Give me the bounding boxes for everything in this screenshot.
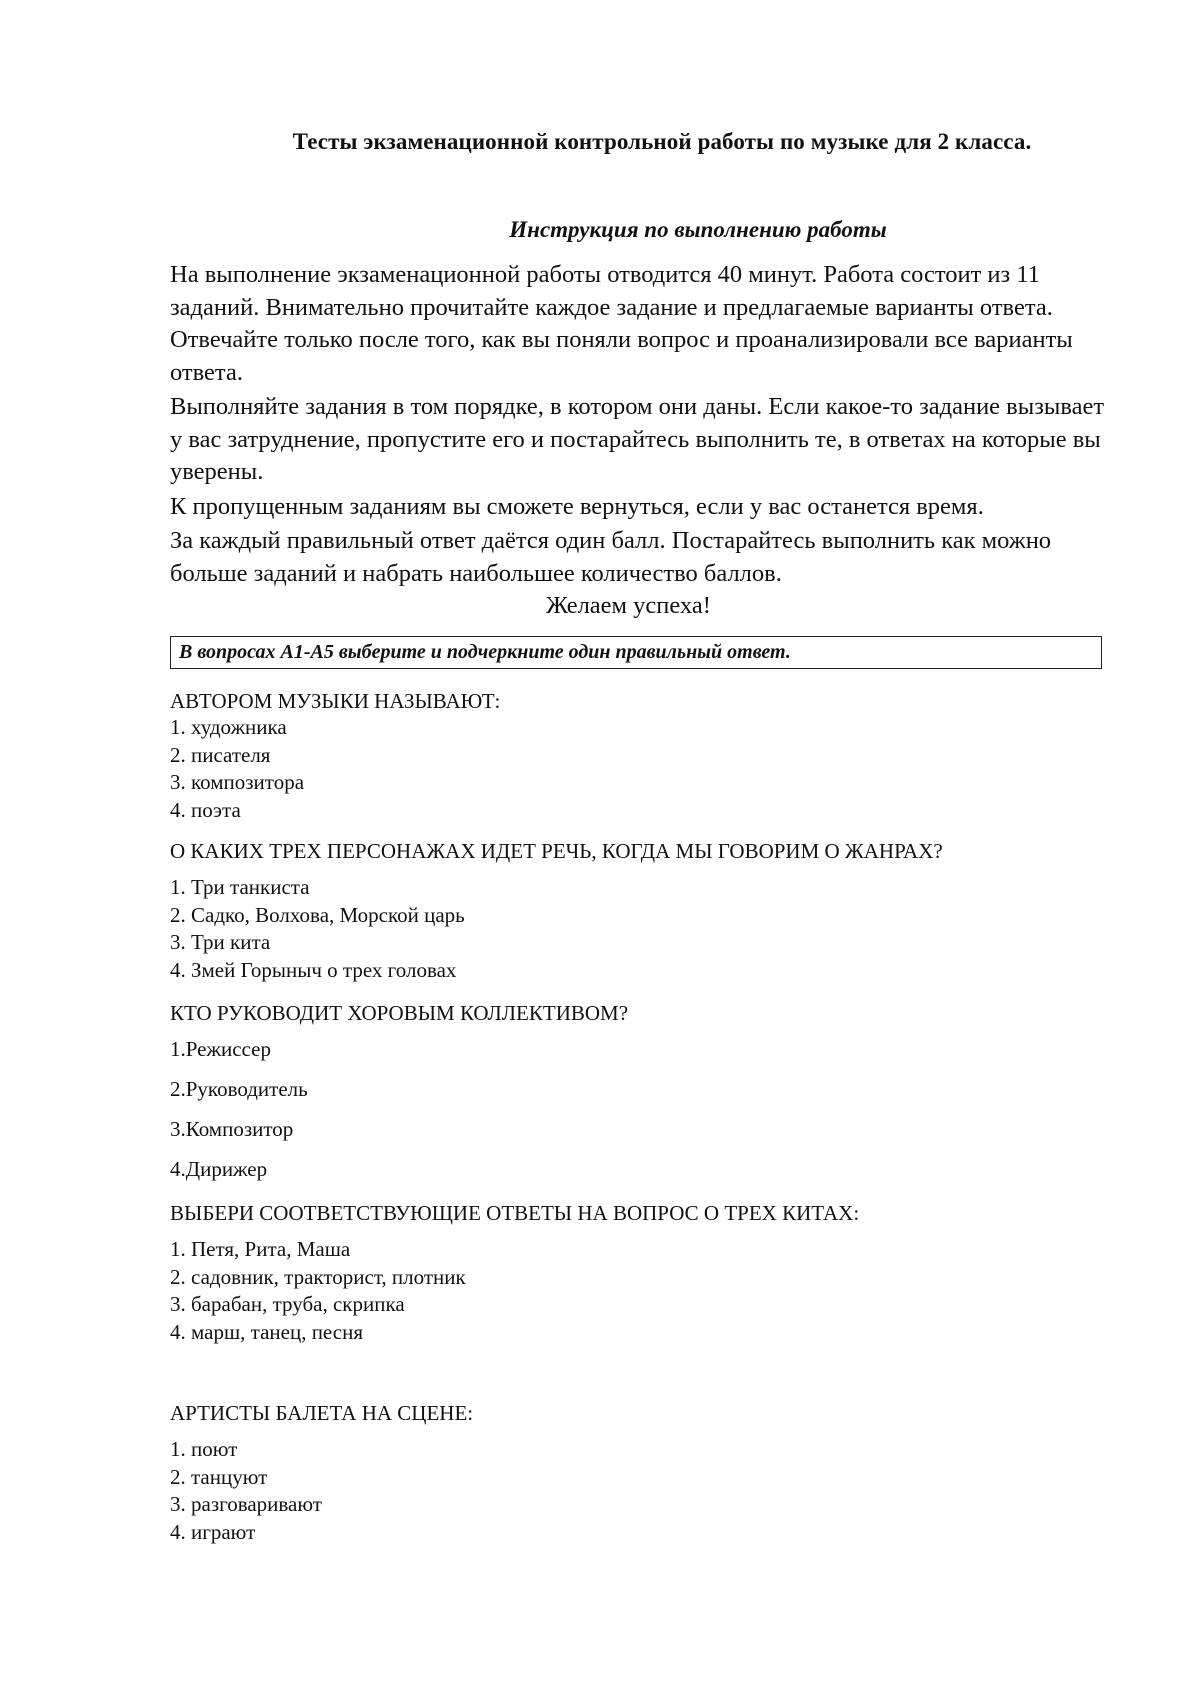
answer-options bbox=[170, 874, 1110, 984]
answer-option[interactable]: 4.Дирижер bbox=[170, 1157, 268, 1181]
question-a5 bbox=[170, 1400, 1110, 1546]
answer-options bbox=[170, 1236, 1110, 1346]
answer-option[interactable]: 3.Композитор bbox=[170, 1117, 294, 1141]
instructions-paragraph: Выполняйте задания в том порядке, в котором они даны. Если какое-то задание вызывает у вас затруднение, пропустите его и постарайтесь выполнить те, в ответах на которые вы уверены. bbox=[170, 393, 1105, 485]
answer-option[interactable]: 4. марш, танец, песня bbox=[170, 1319, 363, 1344]
wish-text: Желаем успеха! bbox=[546, 592, 711, 619]
instructions-paragraph: К пропущенным заданиям вы сможете вернуться, если у вас останется время. bbox=[170, 492, 984, 520]
answer-option[interactable]: 1. художника bbox=[170, 715, 287, 739]
answer-option[interactable]: 4. играют bbox=[170, 1519, 256, 1544]
answer-option[interactable]: 2. садовник, тракторист, плотник bbox=[170, 1264, 466, 1289]
question-a1 bbox=[170, 688, 1110, 824]
notice-box: В вопросах А1-А5 выберите и подчеркните один правильный ответ. bbox=[170, 636, 1102, 669]
answer-option[interactable]: 2. Садко, Волхова, Морской царь bbox=[170, 902, 465, 927]
question-text: О КАКИХ ТРЕХ ПЕРСОНАЖАХ ИДЕТ РЕЧЬ, КОГДА МЫ ГОВОРИМ О ЖАНРАХ? bbox=[170, 839, 943, 863]
question-a3 bbox=[170, 1000, 1110, 1196]
answer-options bbox=[170, 1436, 1110, 1546]
answer-option[interactable]: 2. писателя bbox=[170, 742, 271, 767]
answer-option[interactable]: 3. разговаривают bbox=[170, 1492, 322, 1516]
question-text: АРТИСТЫ БАЛЕТА НА СЦЕНЕ: bbox=[170, 1401, 474, 1425]
answer-option[interactable]: 1. Три танкиста bbox=[170, 875, 310, 899]
question-a2 bbox=[170, 838, 1110, 984]
answer-option[interactable]: 1. Петя, Рита, Маша bbox=[170, 1237, 351, 1261]
question-text: КТО РУКОВОДИТ ХОРОВЫМ КОЛЛЕКТИВОМ? bbox=[170, 1001, 629, 1025]
answer-options bbox=[170, 1036, 1110, 1182]
answer-option[interactable]: 3. композитора bbox=[170, 770, 305, 794]
answer-option[interactable]: 1.Режиссер bbox=[170, 1037, 271, 1061]
instructions-paragraph: За каждый правильный ответ даётся один балл. Постарайтесь выполнить как можно больше заданий и набрать наибольшее количество баллов. bbox=[170, 527, 1052, 587]
document-page bbox=[170, 0, 1110, 1684]
answer-option[interactable]: 3. барабан, труба, скрипка bbox=[170, 1292, 405, 1316]
answer-option[interactable]: 2.Руководитель bbox=[170, 1077, 308, 1101]
instructions-heading: Инструкция по выполнению работы bbox=[509, 217, 887, 242]
question-a4 bbox=[170, 1200, 1110, 1346]
instructions-body bbox=[170, 259, 1115, 590]
answer-option[interactable]: 3. Три кита bbox=[170, 930, 271, 954]
answer-option[interactable]: 4. Змей Горыныч о трех головах bbox=[170, 957, 457, 982]
instructions-paragraph: На выполнение экзаменационной работы отводится 40 минут. Работа состоит из 11 заданий. Внимательно прочитайте каждое задание и предлагаемые варианты ответа. Отвечайте только после того, как вы поняли вопрос и проанализировали все варианты ответа. bbox=[170, 261, 1073, 386]
answer-option[interactable]: 4. поэта bbox=[170, 797, 241, 822]
answer-option[interactable]: 2. танцуют bbox=[170, 1464, 268, 1489]
question-text: ВЫБЕРИ СООТВЕТСТВУЮЩИЕ ОТВЕТЫ НА ВОПРОС О ТРЕХ КИТАХ: bbox=[170, 1201, 860, 1225]
answer-option[interactable]: 1. поют bbox=[170, 1437, 238, 1461]
document-title: Тесты экзаменационной контрольной работы по музыке для 2 класса. bbox=[292, 129, 1032, 154]
question-text: АВТОРОМ МУЗЫКИ НАЗЫВАЮТ: bbox=[170, 689, 501, 713]
answer-options bbox=[170, 714, 1110, 824]
